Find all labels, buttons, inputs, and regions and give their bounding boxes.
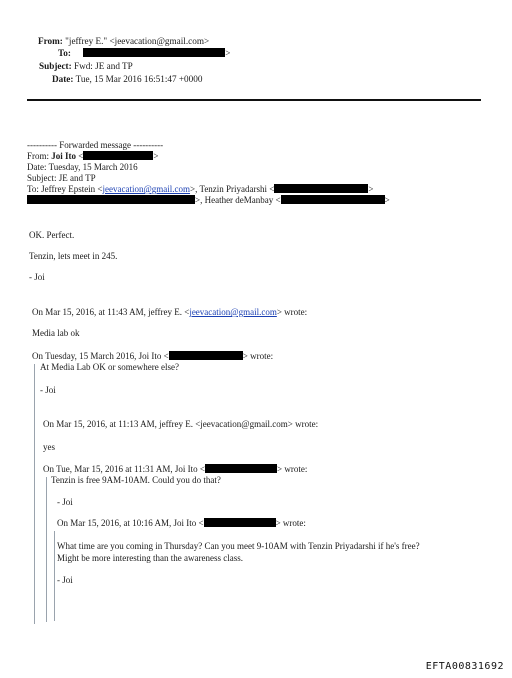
quote-5-signature: - Joi	[57, 575, 73, 585]
forward-from	[27, 151, 158, 162]
quote-5-header	[57, 518, 306, 529]
forward-to-label: To: Jeffrey Epstein <	[27, 184, 103, 194]
subject-label: Subject:	[39, 61, 72, 71]
redaction-bar	[27, 195, 195, 204]
quote-4-body: Tenzin is free 9AM-10AM. Could you do that?	[51, 475, 221, 485]
bracket-close: >	[368, 184, 374, 194]
email-link[interactable]: jeevacation@gmail.com	[102, 184, 191, 194]
body-line-2: Tenzin, lets meet in 245.	[29, 251, 118, 261]
quote-2-header-end: > wrote:	[242, 351, 274, 361]
redaction-bar	[205, 464, 277, 473]
quote-5-header-end: > wrote:	[275, 518, 306, 528]
quote-bar-level-5	[54, 531, 55, 621]
quote-1-header	[32, 307, 307, 318]
body-signature: - Joi	[29, 272, 45, 282]
redaction-bar	[83, 151, 153, 160]
quote-4-header-text: On Tue, Mar 15, 2016 at 11:31 AM, Joi Ito <	[43, 464, 205, 474]
bracket-open: <	[78, 151, 84, 161]
subject-row	[39, 61, 133, 72]
quote-2-header	[32, 351, 273, 362]
quote-1-header-text: On Mar 15, 2016, at 11:43 AM, jeffrey E. <	[32, 307, 190, 317]
quote-4-signature: - Joi	[57, 497, 73, 507]
to-row	[58, 48, 230, 59]
header-divider	[27, 99, 481, 101]
forward-date: Date: Tuesday, 15 March 2016	[27, 162, 138, 172]
quote-bar-level-2	[34, 364, 35, 624]
quote-3-header: On Mar 15, 2016, at 11:13 AM, jeffrey E. <jeevacation@gmail.com> wrote:	[43, 419, 319, 429]
redaction-bar	[169, 351, 243, 360]
date-label: Date:	[52, 74, 74, 84]
quote-1-header-end: > wrote:	[276, 307, 308, 317]
redaction-bar	[281, 195, 385, 204]
from-value: "jeffrey E." <jeevacation@gmail.com>	[65, 36, 210, 46]
redaction-bar	[274, 184, 368, 193]
forward-to-mid: >, Tenzin Priyadarshi <	[190, 184, 275, 194]
subject-value: Fwd: JE and TP	[73, 61, 133, 71]
email-link[interactable]: jeevacation@gmail.com	[189, 307, 277, 317]
bracket-close: >	[384, 195, 390, 205]
redaction-bar	[204, 518, 276, 527]
quote-bar-level-4	[46, 477, 47, 622]
to-label: To:	[58, 48, 71, 58]
forward-from-name: Joi Ito	[51, 151, 77, 161]
body-line-1: OK. Perfect.	[29, 230, 75, 240]
quote-2-body: At Media Lab OK or somewhere else?	[40, 362, 179, 372]
quote-5-header-text: On Mar 15, 2016, at 10:16 AM, Joi Ito <	[57, 518, 204, 528]
forward-to-cont	[27, 195, 390, 206]
from-label: From:	[38, 36, 63, 46]
date-value: Tue, 15 Mar 2016 16:51:47 +0000	[75, 74, 203, 84]
quote-4-header-end: > wrote:	[277, 464, 308, 474]
document-id: EFTA00831692	[425, 661, 504, 672]
bracket-close: >	[153, 151, 159, 161]
date-row	[52, 74, 202, 85]
quote-4-header	[43, 464, 307, 475]
quote-5-body-2: Might be more interesting than the awareness class.	[57, 553, 243, 563]
forward-from-label: From:	[27, 151, 50, 161]
quote-5-body-1: What time are you coming in Thursday? Can you meet 9-10AM with Tenzin Priyadarshi if he's free?	[57, 541, 420, 551]
redaction-bar	[83, 48, 225, 57]
quote-2-signature: - Joi	[40, 385, 56, 395]
quote-1-body: Media lab ok	[32, 328, 80, 338]
forward-divider: ---------- Forwarded message ----------	[27, 140, 164, 150]
from-row	[38, 36, 209, 47]
forward-to	[27, 184, 373, 195]
to-close: >	[225, 48, 231, 58]
forward-subject: Subject: JE and TP	[27, 173, 96, 183]
quote-3-body: yes	[43, 442, 55, 452]
forward-to-mid2: >, Heather deManbay <	[195, 195, 281, 205]
quote-2-header-text: On Tuesday, 15 March 2016, Joi Ito <	[32, 351, 169, 361]
